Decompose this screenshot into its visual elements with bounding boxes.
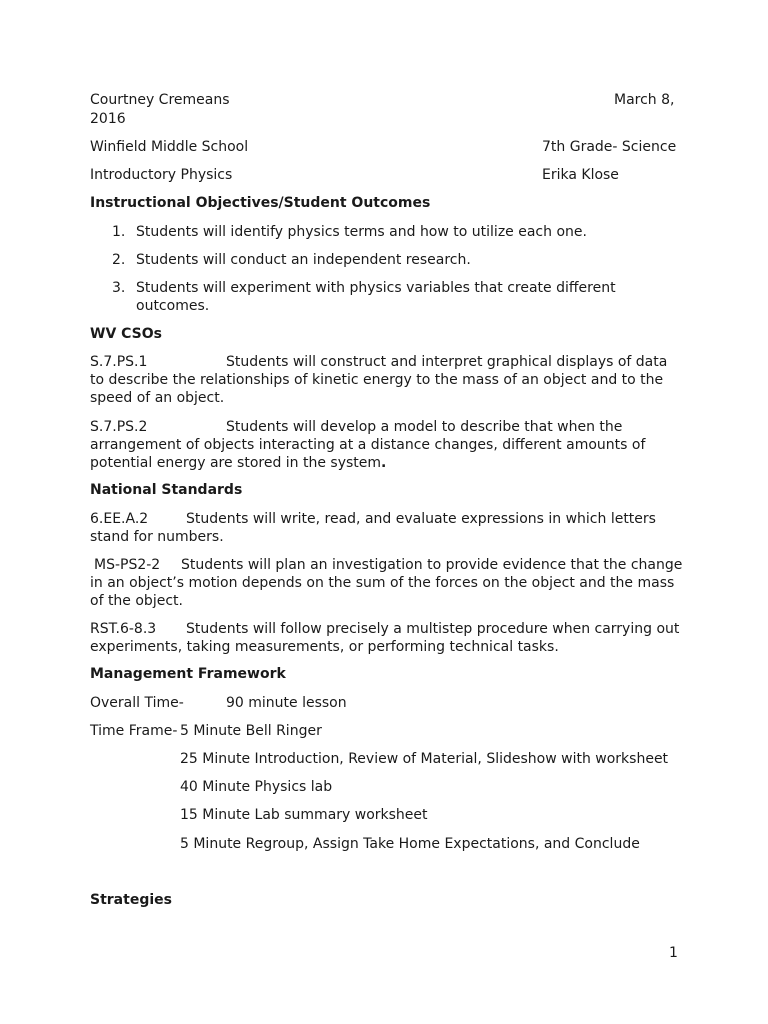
- objective-text-cont: outcomes.: [136, 298, 210, 314]
- standard-text: Students will write, read, and evaluate expressions in which letters: [186, 511, 656, 527]
- page-number: 1: [669, 945, 678, 961]
- objective-text: Students will experiment with physics variables that create different: [136, 280, 616, 296]
- standard-text: Students will construct and interpret graphical displays of data: [226, 354, 668, 370]
- time-frame-label: Time Frame-: [90, 723, 178, 739]
- objective-text: Students will identify physics terms and how to utilize each one.: [136, 224, 587, 240]
- period-mark: .: [381, 455, 387, 471]
- standard-text-cont: experiments, taking measurements, or performing technical tasks.: [90, 639, 559, 655]
- course-name: Introductory Physics: [90, 167, 233, 183]
- standard-code: S.7.PS.1: [90, 354, 148, 370]
- standard-code: RST.6-8.3: [90, 621, 157, 637]
- standard-text-cont: stand for numbers.: [90, 529, 224, 545]
- school-name: Winfield Middle School: [90, 139, 249, 155]
- standard-text-cont: speed of an object.: [90, 390, 225, 406]
- grade-subject: 7th Grade- Science: [542, 139, 677, 155]
- objective-number: 3.: [112, 280, 126, 296]
- teacher-name: Erika Klose: [542, 167, 619, 183]
- standard-text-line: potential energy are stored in the system: [90, 455, 382, 471]
- objectives-heading: Instructional Objectives/Student Outcomes: [90, 195, 431, 211]
- time-frame-item: 15 Minute Lab summary worksheet: [180, 807, 428, 823]
- strategies-heading: Strategies: [90, 892, 172, 908]
- standard-text: Students will develop a model to describe that when the: [226, 419, 623, 435]
- standard-code: S.7.PS.2: [90, 419, 148, 435]
- standard-text-cont: of the object.: [90, 593, 183, 609]
- time-frame-item: 5 Minute Regroup, Assign Take Home Expectations, and Conclude: [180, 836, 640, 852]
- standard-code: 6.EE.A.2: [90, 511, 149, 527]
- standard-code: MS-PS2-2: [94, 557, 161, 573]
- national-standards-heading: National Standards: [90, 482, 243, 498]
- time-frame-item: 5 Minute Bell Ringer: [180, 723, 322, 739]
- time-frame-item: 40 Minute Physics lab: [180, 779, 333, 795]
- date-text: March 8,: [614, 92, 675, 108]
- standard-text-cont: arrangement of objects interacting at a distance changes, different amounts of: [90, 437, 646, 453]
- standard-text: Students will follow precisely a multistep procedure when carrying out: [186, 621, 680, 637]
- objective-number: 2.: [112, 252, 126, 268]
- objective-number: 1.: [112, 224, 126, 240]
- standard-text-cont: to describe the relationships of kinetic energy to the mass of an object and to the: [90, 372, 664, 388]
- objective-text: Students will conduct an independent research.: [136, 252, 471, 268]
- management-heading: Management Framework: [90, 666, 286, 682]
- overall-time-value: 90 minute lesson: [226, 695, 347, 711]
- wv-csos-heading: WV CSOs: [90, 326, 163, 342]
- overall-time-label: Overall Time-: [90, 695, 184, 711]
- standard-text: Students will plan an investigation to provide evidence that the change: [181, 557, 683, 573]
- standard-text-cont: in an object’s motion depends on the sum of the forces on the object and the mass: [90, 575, 675, 591]
- date-year: 2016: [90, 111, 126, 127]
- time-frame-item: 25 Minute Introduction, Review of Material, Slideshow with worksheet: [180, 751, 669, 767]
- author-name: Courtney Cremeans: [90, 92, 230, 108]
- standard-text-cont: [90, 454, 386, 472]
